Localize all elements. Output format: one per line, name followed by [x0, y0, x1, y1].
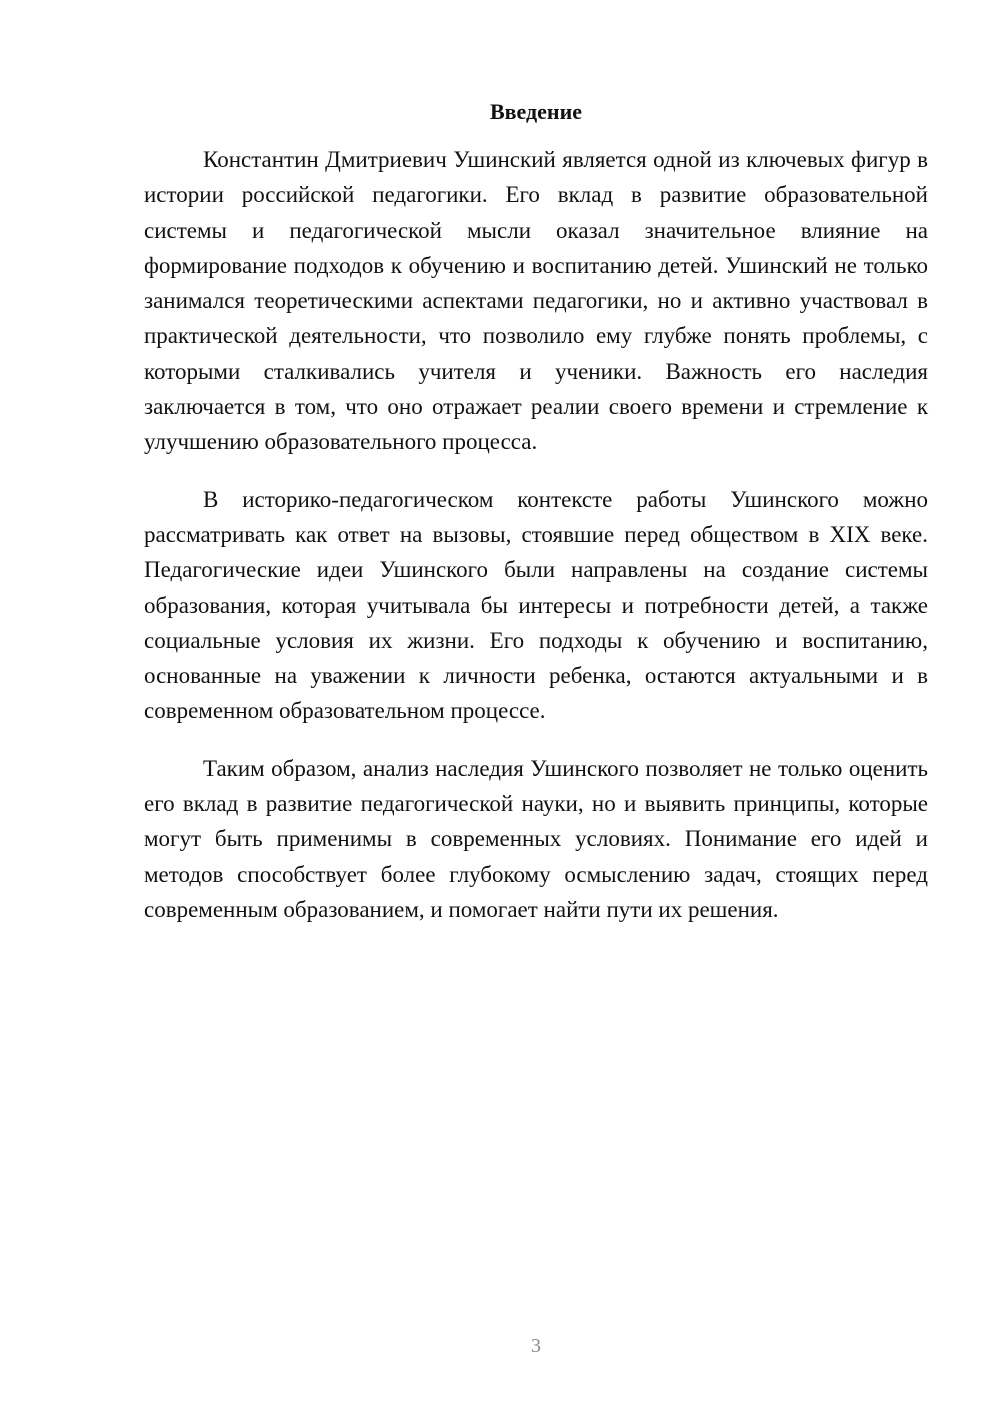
paragraph-2: В историко-педагогическом контексте работы Ушинского можно рассматривать как ответ на вызовы, стоявшие перед обществом в XIX веке. Педагогические идеи Ушинского были направлены на создание системы образования, которая учитывала бы интересы и потребности детей, а также социальные условия их жизни. Его подходы к обучению и воспитанию, основанные на уважении к личности ребенка, остаются актуальными и в современном образовательном процессе.	[144, 486, 928, 724]
paragraph-3: Таким образом, анализ наследия Ушинского позволяет не только оценить его вклад в развитие педагогической науки, но и выявить принципы, которые могут быть применимы в современных условиях. Понимание его идей и методов способствует более глубокому осмыслению задач, стоящих перед современным образованием, и помогает найти пути их решения.	[144, 755, 928, 922]
body-text	[144, 142, 928, 949]
page-number: 3	[531, 1335, 541, 1357]
section-title: Введение	[489, 99, 583, 124]
paragraph-1: Константин Дмитриевич Ушинский является одной из ключевых фигур в истории российской педагогики. Его вклад в развитие образовательной системы и педагогической мысли оказал значительное влияние на формирование подходов к обучению и воспитанию детей. Ушинский не только занимался теоретическими аспектами педагогики, но и активно участвовал в практической деятельности, что позволило ему глубже понять проблемы, с которыми сталкивались учителя и ученики. Важность его наследия заключается в том, что оно отражает реалии своего времени и стремление к улучшению образовательного процесса.	[144, 147, 928, 455]
